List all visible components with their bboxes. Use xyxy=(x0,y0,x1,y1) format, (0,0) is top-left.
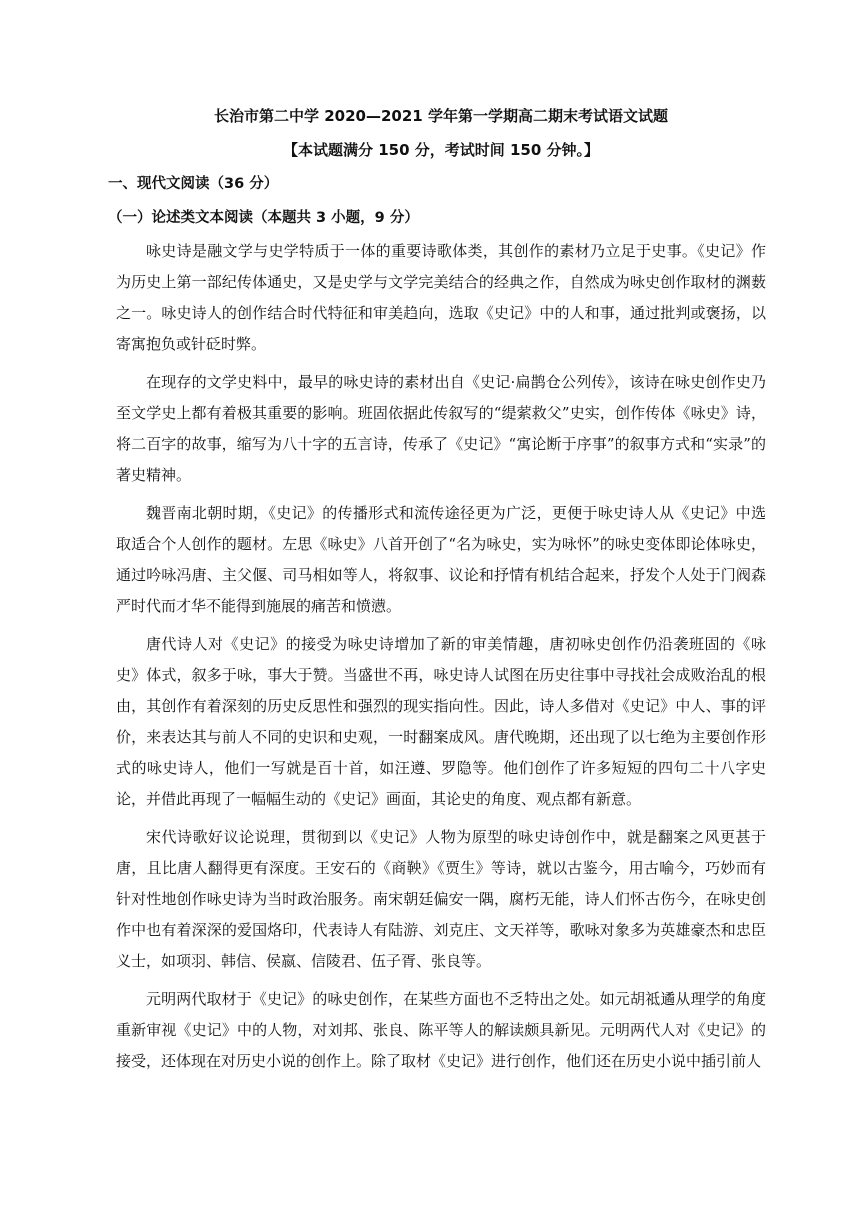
paragraph-4: 唐代诗人对《史记》的接受为咏史诗增加了新的审美情趣，唐初咏史创作仍沿袭班固的《咏史》体式，叙多于咏，事大于赞。当盛世不再，咏史诗人试图在历史往事中寻找社会成败治乱的根由，其创作有着深刻的历史反思性和强烈的现实指向性。因此，诗人多借对《史记》中人、事的评价，来表达其与前人不同的史识和史观，一时翻案成风。唐代晚期，还出现了以七绝为主要创作形式的咏史诗人，他们一写就是百十首，如汪遵、罗隐等。他们创作了许多短短的四句二十八字史论，并借此再现了一幅幅生动的《史记》画面，其论史的角度、观点都有新意。 xyxy=(116,635,766,808)
subsection-heading: （一）论述类文本阅读（本题共 3 小题，9 分） xyxy=(108,210,419,226)
paragraph-2: 在现存的文学史料中，最早的咏史诗的素材出自《史记·扁鹊仓公列传》，该诗在咏史创作史乃至文学史上都有着极其重要的影响。班固依据此传叙写的“缇萦救父”史实，创作传体《咏史》诗，将二百字的故事，缩写为八十字的五言诗，传承了《史记》“寓论断于序事”的叙事方式和“实录”的著史精神。 xyxy=(116,373,766,484)
exam-title: 长治市第二中学 2020—2021 学年第一学期高二期末考试语文试题 xyxy=(214,107,668,125)
paragraph-3: 魏晋南北朝时期，《史记》的传播形式和流传途径更为广泛，更便于咏史诗人从《史记》中选取适合个人创作的题材。左思《咏史》八首开创了“名为咏史，实为咏怀”的咏史变体即论体咏史，通过吟咏冯唐、主父偃、司马相如等人，将叙事、议论和抒情有机结合起来，抒发个人处于门阀森严时代而才华不能得到施展的痛苦和愤懑。 xyxy=(116,504,766,615)
exam-note: 【本试题满分 150 分，考试时间 150 分钟。】 xyxy=(282,141,599,159)
paragraph-6: 元明两代取材于《史记》的咏史创作，在某些方面也不乏特出之处。如元胡祗遹从理学的角度重新审视《史记》中的人物，对刘邦、张良、陈平等人的解读颇具新见。元明两代人对《史记》的接受，还体现在对历史小说的创作上。除了取材《史记》进行创作，他们还在历史小说中插引前人 xyxy=(116,990,766,1070)
paragraph-5: 宋代诗歌好议论说理，贯彻到以《史记》人物为原型的咏史诗创作中，就是翻案之风更甚于唐，且比唐人翻得更有深度。王安石的《商鞅》《贾生》等诗，就以古鉴今，用古喻今，巧妙而有针对性地创作咏史诗为当时政治服务。南宋朝廷偏安一隅，腐朽无能，诗人们怀古伤今，在咏史创作中也有着深深的爱国烙印，代表诗人有陆游、刘克庄、文天祥等，歌咏对象多为英雄豪杰和忠臣义士，如项羽、韩信、侯嬴、信陵君、伍子胥、张良等。 xyxy=(116,828,766,970)
section-heading: 一、现代文阅读（36 分） xyxy=(108,176,279,192)
paragraph-1: 咏史诗是融文学与史学特质于一体的重要诗歌体类，其创作的素材乃立足于史事。《史记》作为历史上第一部纪传体通史，又是史学与文学完美结合的经典之作，自然成为咏史创作取材的渊薮之一。咏史诗人的创作结合时代特征和审美趋向，选取《史记》中的人和事，通过批判或褒扬，以寄寓抱负或针砭时弊。 xyxy=(116,242,766,353)
document-page xyxy=(108,104,766,1084)
